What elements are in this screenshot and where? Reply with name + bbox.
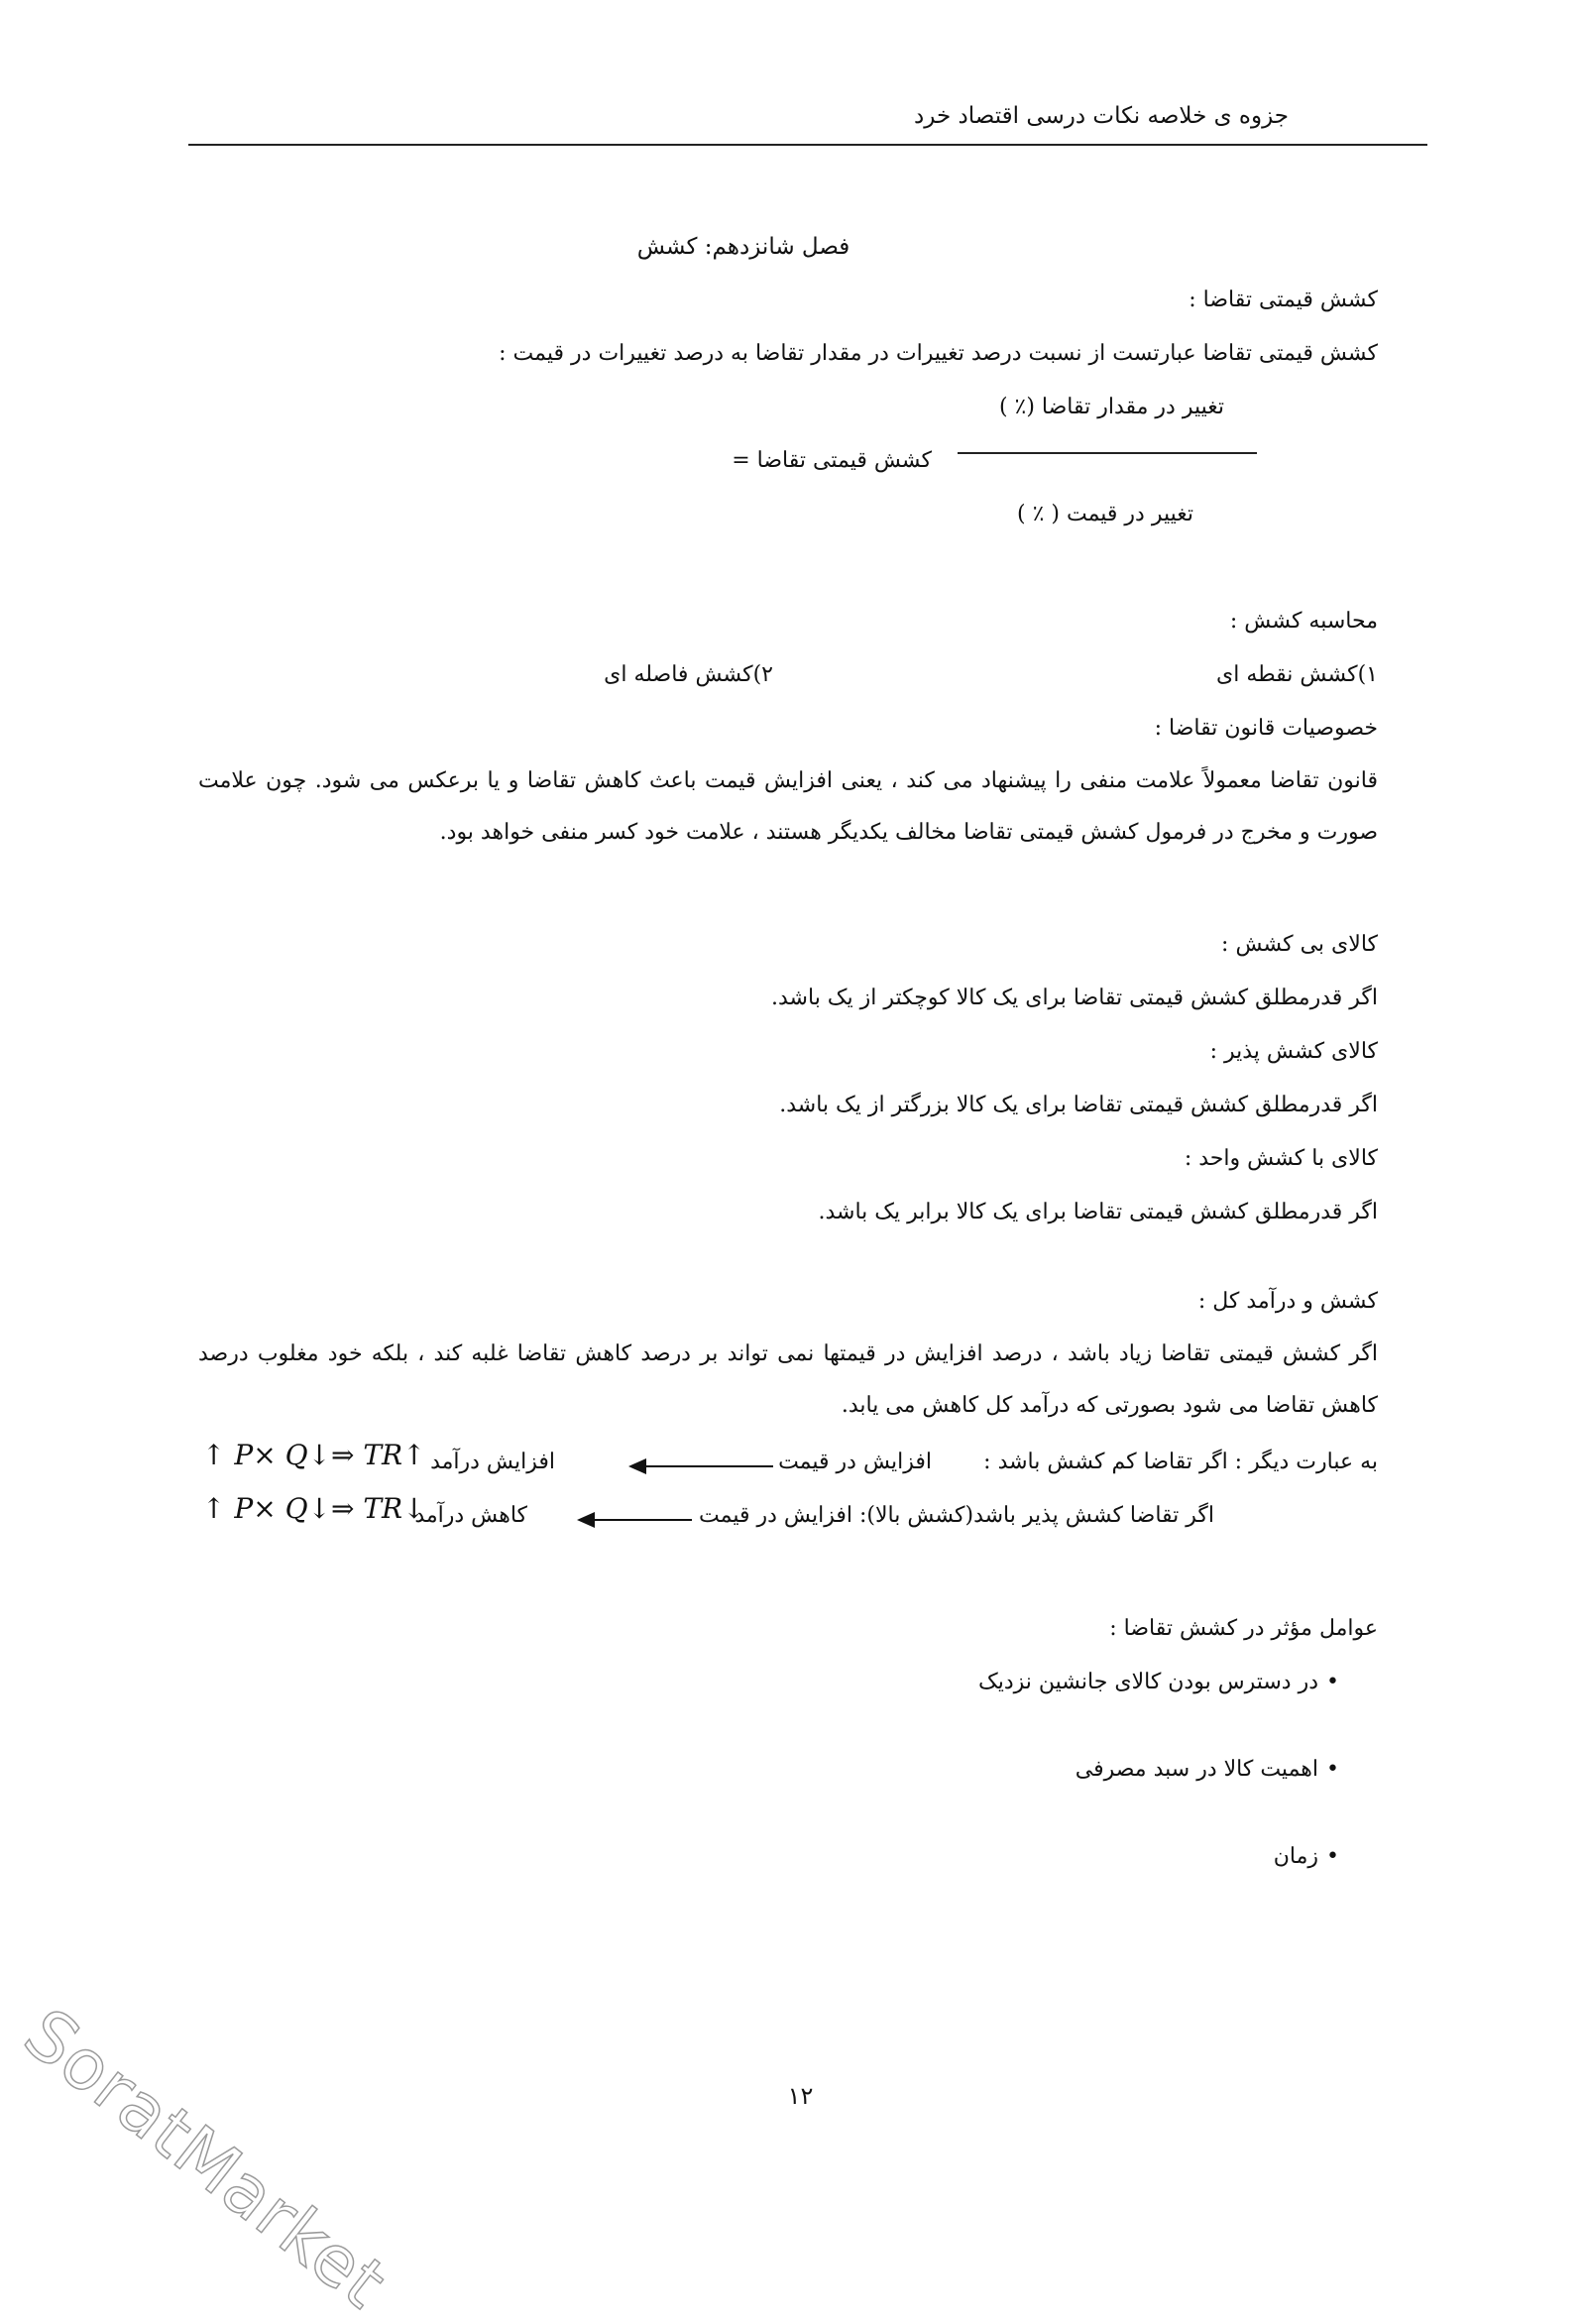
demand-law-paragraph: قانون تقاضا معمولاً علامت منفی را پیشنهاد می کند ، یعنی افزایش قیمت باعث کاهش تقاضا و یا برعکس می شود. چون علامت صورت و مخرج در فرمول کشش قیمتی تقاضا مخالف یکدیگر هستند ، علامت خود کسر منفی خواهد بود. [198,768,1378,845]
inelastic-good-heading: کالای بی کشش : [1221,932,1378,957]
formula-lhs-text: کشش قیمتی تقاضا [756,448,932,473]
elastic-good-heading: کالای کشش پذیر : [1209,1039,1378,1064]
row1-arrow-line [642,1465,773,1467]
row1-math: ↑ P× Q↓⇒ TR↑ [202,1439,426,1471]
row1-effect: افزایش درآمد [430,1450,555,1474]
factor-item: اهمیت کالا در سبد مصرفی [1075,1757,1318,1782]
bullet-icon: • [1326,1670,1339,1694]
inelastic-good-text: اگر قدرمطلق کشش قیمتی تقاضا برای یک کالا کوچکتر از یک باشد. [771,986,1378,1010]
unit-elastic-text: اگر قدرمطلق کشش قیمتی تقاضا برای یک کالا برابر یک باشد. [818,1200,1378,1224]
row2-arrow-line [593,1519,692,1521]
formula-denominator: تغییر در قیمت ( ٪ ) [1017,502,1193,526]
calculation-heading: محاسبه کشش : [1229,609,1378,634]
arc-elasticity-item: ۲)کشش فاصله ای [604,662,773,687]
row1-condition: به عبارت دیگر : اگر تقاضا کم کشش باشد : [983,1450,1378,1474]
factors-heading: عوامل مؤثر در کشش تقاضا : [1109,1616,1378,1641]
factor-item: در دسترس بودن کالای جانشین نزدیک [978,1670,1318,1694]
row2-effect: کاهش درآمد [414,1503,527,1528]
bullet-icon: • [1326,1844,1339,1869]
price-elasticity-heading: کشش قیمتی تقاضا : [1189,288,1378,312]
unit-elastic-heading: کالای با کشش واحد : [1184,1146,1378,1171]
formula-lhs [732,448,932,474]
elastic-good-text: اگر قدرمطلق کشش قیمتی تقاضا برای یک کالا بزرگتر از یک باشد. [779,1093,1378,1117]
chapter-title: فصل شانزدهم: کشش [636,234,850,260]
header-title: جزوه ی خلاصه نکات درسی اقتصاد خرد [914,103,1289,129]
formula-fraction-bar [958,452,1257,454]
formula-numerator: تغییر در مقدار تقاضا (٪ ) [998,395,1224,419]
row1-arrow-head [628,1458,646,1474]
formula-equals: = [732,448,750,473]
bullet-icon: • [1326,1757,1339,1782]
demand-law-heading: خصوصیات قانون تقاضا : [1154,716,1378,741]
factor-item: زمان [1273,1844,1318,1869]
row2-condition: اگر تقاضا کشش پذیر باشد(کشش بالا): افزایش در قیمت [699,1503,1214,1528]
price-elasticity-definition: کشش قیمتی تقاضا عبارتست از نسبت درصد تغییرات در مقدار تقاضا به درصد تغییرات در قیمت : [499,341,1378,366]
revenue-paragraph: اگر کشش قیمتی تقاضا زیاد باشد ، درصد افزایش در قیمتها نمی تواند بر درصد کاهش تقاضا غلبه کند ، بلکه خود مغلوب درصد کاهش تقاضا می شود بصورتی که درآمد کل کاهش می یابد. [198,1341,1378,1418]
revenue-heading: کشش و درآمد کل : [1197,1289,1378,1314]
row2-arrow-head [577,1512,595,1528]
watermark-logo: SoratMarket [9,1993,402,2324]
point-elasticity-item: ۱)کشش نقطه ای [1216,662,1378,687]
header-divider [188,144,1427,146]
page-number: ۱۲ [787,2082,814,2110]
row2-math: ↑ P× Q↓⇒ TR↓ [202,1492,426,1525]
row1-cause: افزایش در قیمت [778,1450,932,1474]
